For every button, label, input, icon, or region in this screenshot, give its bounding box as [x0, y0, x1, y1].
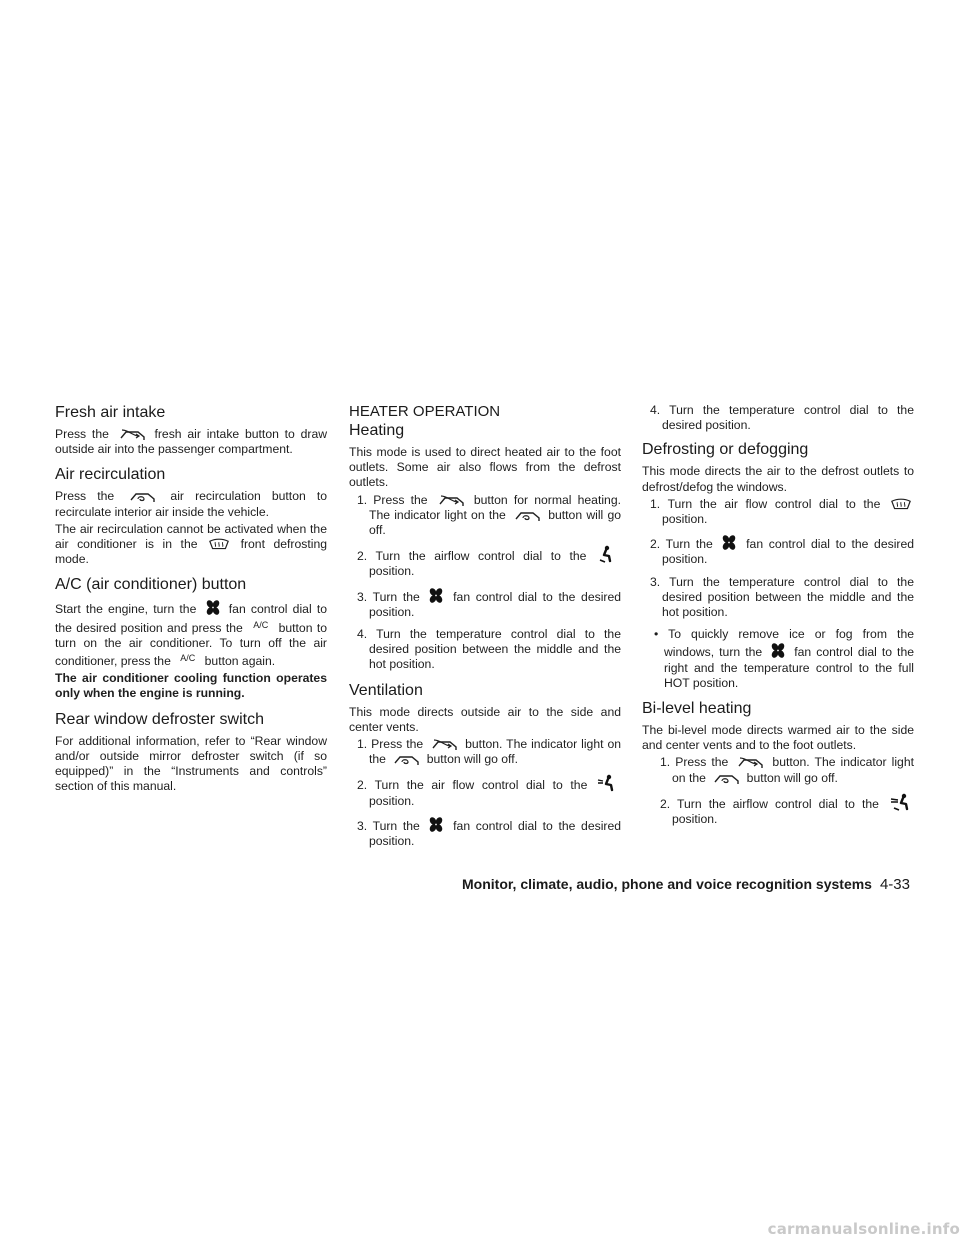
ac-label-icon: A/C	[253, 619, 269, 630]
fresh-air-icon	[429, 737, 459, 751]
ventilation-step-2-b: position.	[369, 793, 415, 808]
rear-defroster-heading: Rear window defroster switch	[55, 710, 264, 728]
face-mode-icon	[597, 774, 619, 792]
watermark: carmanualsonline.info	[767, 1220, 960, 1238]
bilevel-intro: The bi-level mode directs warmed air to the side and center vents and to the foot outlets.	[642, 723, 914, 753]
recirc-text-c: The air recirculation cannot be activated when the air conditioner is in the	[55, 521, 327, 552]
heating-heading: Heating	[349, 422, 405, 439]
ventilation-intro: This mode directs outside air to the side and center vents.	[349, 704, 621, 734]
chapter-title: Monitor, climate, audio, phone and voice recognition systems	[462, 876, 872, 892]
defrosting-steps	[642, 497, 914, 620]
defrost-icon	[890, 497, 912, 511]
rear-defroster-section	[55, 710, 327, 795]
fan-icon	[427, 587, 445, 604]
column-middle	[349, 403, 621, 857]
ventilation-step-1-a: 1. Press the	[357, 737, 424, 752]
bilevel-step-1-c: button will go off.	[746, 770, 838, 785]
bilevel-step-1-a: 1. Press the	[660, 755, 729, 770]
bilevel-step-1	[642, 755, 914, 785]
defrosting-tip	[642, 627, 914, 691]
defrosting-step-1	[642, 497, 914, 527]
bilevel-steps	[642, 755, 914, 827]
fan-icon	[204, 599, 222, 616]
bilevel-mode-icon	[888, 793, 912, 811]
fresh-air-text	[55, 427, 327, 457]
recirc-icon	[127, 489, 157, 503]
defrost-icon	[208, 537, 230, 551]
ventilation-step-1-b: button. The indicator light on the	[369, 737, 621, 767]
ac-note: The air conditioner cooling function operates only when the engine is running.	[55, 671, 327, 701]
heating-step-2	[349, 545, 621, 579]
ac-button-section	[55, 575, 327, 701]
foot-mode-icon	[597, 545, 619, 563]
air-recirculation-heading: Air recirculation	[55, 466, 166, 484]
fan-icon	[427, 816, 445, 833]
recirc-icon	[391, 752, 421, 766]
bilevel-heading: Bi-level heating	[642, 700, 752, 718]
page-footer	[420, 876, 910, 893]
fan-icon	[769, 642, 787, 659]
heating-step-1-b: button for normal heating. The indicator light on the	[369, 492, 621, 522]
recirc-text-a: Press the	[55, 489, 115, 504]
heating-step-4: 4. Turn the temperature control dial to the desired position between the middle and the hot position.	[357, 627, 621, 672]
ventilation-step-3-a: 3. Turn the	[357, 818, 420, 833]
fresh-air-section	[55, 403, 327, 457]
fresh-air-icon	[436, 493, 466, 507]
ac-text-d: button again.	[204, 654, 276, 669]
ventilation-step-3	[349, 816, 621, 849]
fresh-air-icon	[117, 427, 147, 441]
bilevel-step-1-b: button. The indicator light on the	[672, 755, 914, 785]
ac-label-icon-2: A/C	[180, 653, 196, 664]
recirc-icon	[512, 508, 542, 522]
column-left	[55, 403, 327, 802]
air-recirculation-text-2	[55, 522, 327, 568]
heating-step-3	[349, 587, 621, 620]
page-number: 4-33	[879, 876, 910, 893]
ventilation-steps	[349, 737, 621, 849]
ventilation-step-1	[349, 737, 621, 767]
defrosting-tip-a: • To quickly remove ice or fog from the windows, turn the	[654, 627, 914, 660]
recirc-text-d: front defrosting mode.	[55, 537, 327, 567]
heating-steps	[349, 493, 621, 673]
defrosting-section	[642, 440, 914, 691]
defrosting-step-2-b: fan control dial to the desired position.	[662, 537, 915, 567]
ventilation-step-3-b: fan control dial to the desired position.	[369, 818, 622, 849]
fan-icon	[720, 534, 738, 551]
ac-text-a: Start the engine, turn the	[55, 602, 197, 617]
defrosting-step-1-b: position.	[662, 512, 708, 527]
ac-button-text	[55, 599, 327, 669]
defrosting-step-1-a: 1. Turn the air flow control dial to the	[650, 496, 881, 511]
heating-continued-steps	[642, 403, 914, 433]
heating-step-1	[349, 493, 621, 539]
fresh-air-icon	[735, 755, 765, 769]
heating-step-3-a: 3. Turn the	[357, 589, 420, 604]
fresh-air-heading: Fresh air intake	[55, 404, 166, 421]
recirc-text-b: air recirculation button to recirculate interior air inside the vehicle.	[55, 489, 328, 519]
defrosting-step-2-a: 2. Turn the	[650, 537, 713, 552]
ac-button-heading: A/C (air conditioner) button	[55, 576, 247, 594]
ventilation-heading: Ventilation	[349, 681, 423, 699]
heating-step-1-a: 1. Press the	[357, 492, 428, 507]
air-recirculation-text-1	[55, 489, 327, 519]
ac-text-b: fan control dial to the desired position and press the	[55, 602, 328, 635]
defrosting-tip-b: fan control dial to the right and the temperature control to the full HOT position.	[664, 645, 915, 690]
defrosting-step-2	[642, 534, 914, 567]
defrosting-step-3: 3. Turn the temperature control dial to the desired position between the middle and the hot position.	[650, 574, 914, 620]
defrosting-intro: This mode directs the air to the defrost outlets to defrost/defog the windows.	[642, 464, 914, 494]
heating-step-2-a: 2. Turn the airflow control dial to the	[357, 549, 587, 564]
heating-step-3-b: fan control dial to the desired position.	[369, 589, 622, 619]
fresh-air-text-a: Press the	[55, 427, 109, 441]
air-recirculation-section	[55, 465, 327, 567]
ventilation-step-1-c: button will go off.	[426, 752, 518, 767]
heating-step-2-b: position.	[369, 564, 415, 579]
rear-defroster-text: For additional information, refer to “Rear window and/or outside mirror defroster switch (if so equipped)” in the “Instruments and controls” section of this manual.	[55, 733, 327, 794]
heating-intro: This mode is used to direct heated air to the foot outlets. Some air also flows from the defrost outlets.	[349, 445, 621, 490]
ventilation-step-2-a: 2. Turn the air flow control dial to the	[357, 778, 588, 793]
heating-step-1-c: button will go off.	[369, 507, 622, 538]
heating-step-4-continued: 4. Turn the temperature control dial to the desired position.	[650, 403, 914, 433]
heating-section	[349, 421, 621, 673]
column-right	[642, 403, 914, 835]
bilevel-section	[642, 699, 914, 827]
fresh-air-text-b: fresh air intake button to draw outside air into the passenger compartment.	[55, 427, 328, 457]
ventilation-section	[349, 681, 621, 850]
bilevel-step-2	[642, 793, 914, 827]
ac-text-c: button to turn on the air conditioner. To turn off the air conditioner, press the	[55, 620, 328, 669]
bilevel-step-2-a: 2. Turn the airflow control dial to the	[660, 796, 879, 811]
bilevel-step-2-b: position.	[672, 812, 718, 827]
recirc-icon	[711, 771, 741, 785]
ventilation-step-2	[349, 774, 621, 808]
heater-operation-heading: HEATER OPERATION	[349, 403, 501, 420]
defrosting-heading: Defrosting or defogging	[642, 441, 809, 459]
